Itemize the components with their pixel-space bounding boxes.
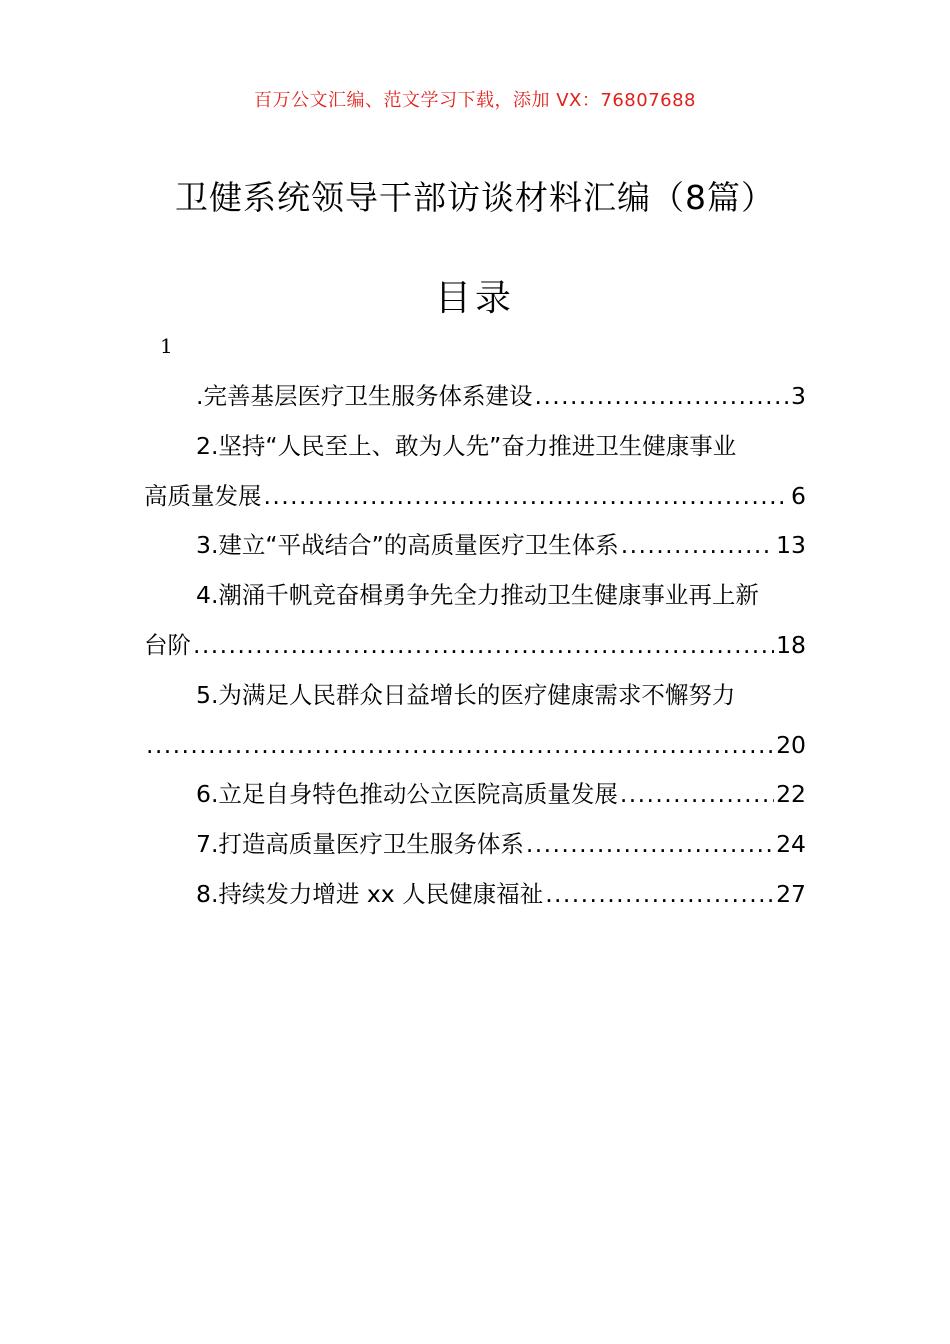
- toc-leader-dots: [264, 472, 790, 522]
- header-note: 百万公文汇编、范文学习下载，添加 VX：76807688: [254, 90, 696, 111]
- toc-entry-title-line1: 2.坚持“人民至上、敢为人先”奋力推进卫生健康事业: [196, 431, 737, 460]
- toc-entry-page: 13: [776, 531, 806, 560]
- toc-entry-page: 18: [776, 630, 806, 659]
- toc-entry-title: 8.持续发力增进 xx 人民健康福祉: [196, 879, 544, 908]
- toc-entry-1[interactable]: [144, 372, 806, 422]
- toc-entry-title-line1: 5.为满足人民群众日益增长的医疗健康需求不懈努力: [196, 680, 736, 709]
- toc-entry-page: 20: [776, 730, 806, 759]
- table-of-contents: [144, 372, 806, 920]
- toc-entry-3[interactable]: [144, 521, 806, 571]
- toc-leader-dots: [620, 770, 774, 820]
- toc-leader-dots: [545, 870, 774, 920]
- toc-entry-2[interactable]: [144, 422, 806, 522]
- toc-entry-6[interactable]: [144, 770, 806, 820]
- toc-entry-page: 22: [776, 780, 806, 809]
- toc-heading: 目录: [434, 278, 515, 319]
- toc-entry-page: 27: [776, 879, 806, 908]
- toc-entry-page: 3: [791, 382, 806, 410]
- toc-entry-title: .完善基层医疗卫生服务体系建设: [196, 382, 533, 410]
- document-title: 卫健系统领导干部访谈材料汇编（8篇）: [175, 178, 775, 217]
- toc-entry-title: 台阶: [144, 630, 191, 659]
- toc-entry-4[interactable]: [144, 571, 806, 671]
- toc-entry-title: 高质量发展: [144, 481, 262, 510]
- toc-entry-7[interactable]: [144, 820, 806, 870]
- toc-entry-title-line1: 4.潮涌千帆竞奋楫勇争先全力推动卫生健康事业再上新: [196, 581, 759, 610]
- toc-entry-title: 6.立足自身特色推动公立医院高质量发展: [196, 780, 618, 809]
- toc-entry-title: 3.建立“平战结合”的高质量医疗卫生体系: [196, 531, 619, 560]
- toc-entry-page: 24: [776, 830, 806, 859]
- toc-leader-dots: [146, 721, 774, 771]
- toc-leader-dots: [534, 372, 789, 422]
- toc-leader-dots: [621, 521, 774, 571]
- toc-entry-8[interactable]: [144, 870, 806, 920]
- toc-entry-title: 7.打造高质量医疗卫生服务体系: [196, 830, 524, 859]
- toc-entry-5[interactable]: [144, 671, 806, 771]
- toc-first-number: 1: [160, 334, 173, 358]
- toc-leader-dots: [193, 621, 774, 671]
- toc-leader-dots: [526, 820, 774, 870]
- toc-entry-page: 6: [791, 481, 806, 510]
